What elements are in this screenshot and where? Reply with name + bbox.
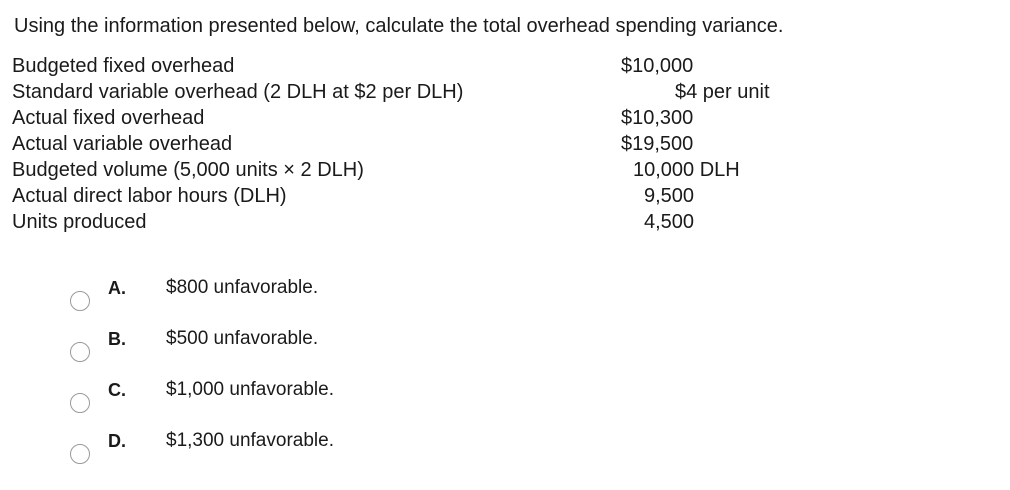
- option-b[interactable]: [70, 321, 319, 372]
- row-value: 9,500: [644, 185, 695, 207]
- option-text: $800 unfavorable.: [166, 277, 319, 298]
- option-c[interactable]: [70, 372, 334, 423]
- option-letter: C.: [108, 380, 126, 400]
- row-value: $10,000: [621, 55, 694, 77]
- option-letter: B.: [108, 329, 126, 349]
- radio-button[interactable]: [70, 393, 90, 413]
- row-value: $19,500: [621, 133, 694, 155]
- radio-button[interactable]: [70, 444, 90, 464]
- radio-button[interactable]: [70, 342, 90, 362]
- option-letter: A.: [108, 278, 126, 298]
- row-value: $10,300: [621, 107, 694, 129]
- option-text: $1,000 unfavorable.: [166, 379, 334, 400]
- option-d[interactable]: [70, 423, 334, 474]
- row-label: Actual variable overhead: [12, 133, 233, 155]
- row-label: Units produced: [12, 211, 147, 233]
- row-label: Actual direct labor hours (DLH): [12, 185, 287, 207]
- row-label: Standard variable overhead (2 DLH at $2 per DLH): [12, 81, 464, 103]
- row-value: 10,000 DLH: [633, 159, 740, 181]
- row-label: Budgeted fixed overhead: [12, 55, 235, 77]
- row-label: Budgeted volume (5,000 units × 2 DLH): [12, 159, 364, 181]
- row-value: $4 per unit: [675, 81, 770, 103]
- radio-button[interactable]: [70, 291, 90, 311]
- answer-options: [70, 270, 334, 474]
- option-a[interactable]: [70, 270, 319, 321]
- option-text: $500 unfavorable.: [166, 328, 319, 349]
- row-value: 4,500: [644, 211, 695, 233]
- option-letter: D.: [108, 431, 126, 451]
- option-text: $1,300 unfavorable.: [166, 430, 334, 451]
- row-label: Actual fixed overhead: [12, 107, 205, 129]
- question-text: Using the information presented below, calculate the total overhead spending variance.: [14, 15, 784, 37]
